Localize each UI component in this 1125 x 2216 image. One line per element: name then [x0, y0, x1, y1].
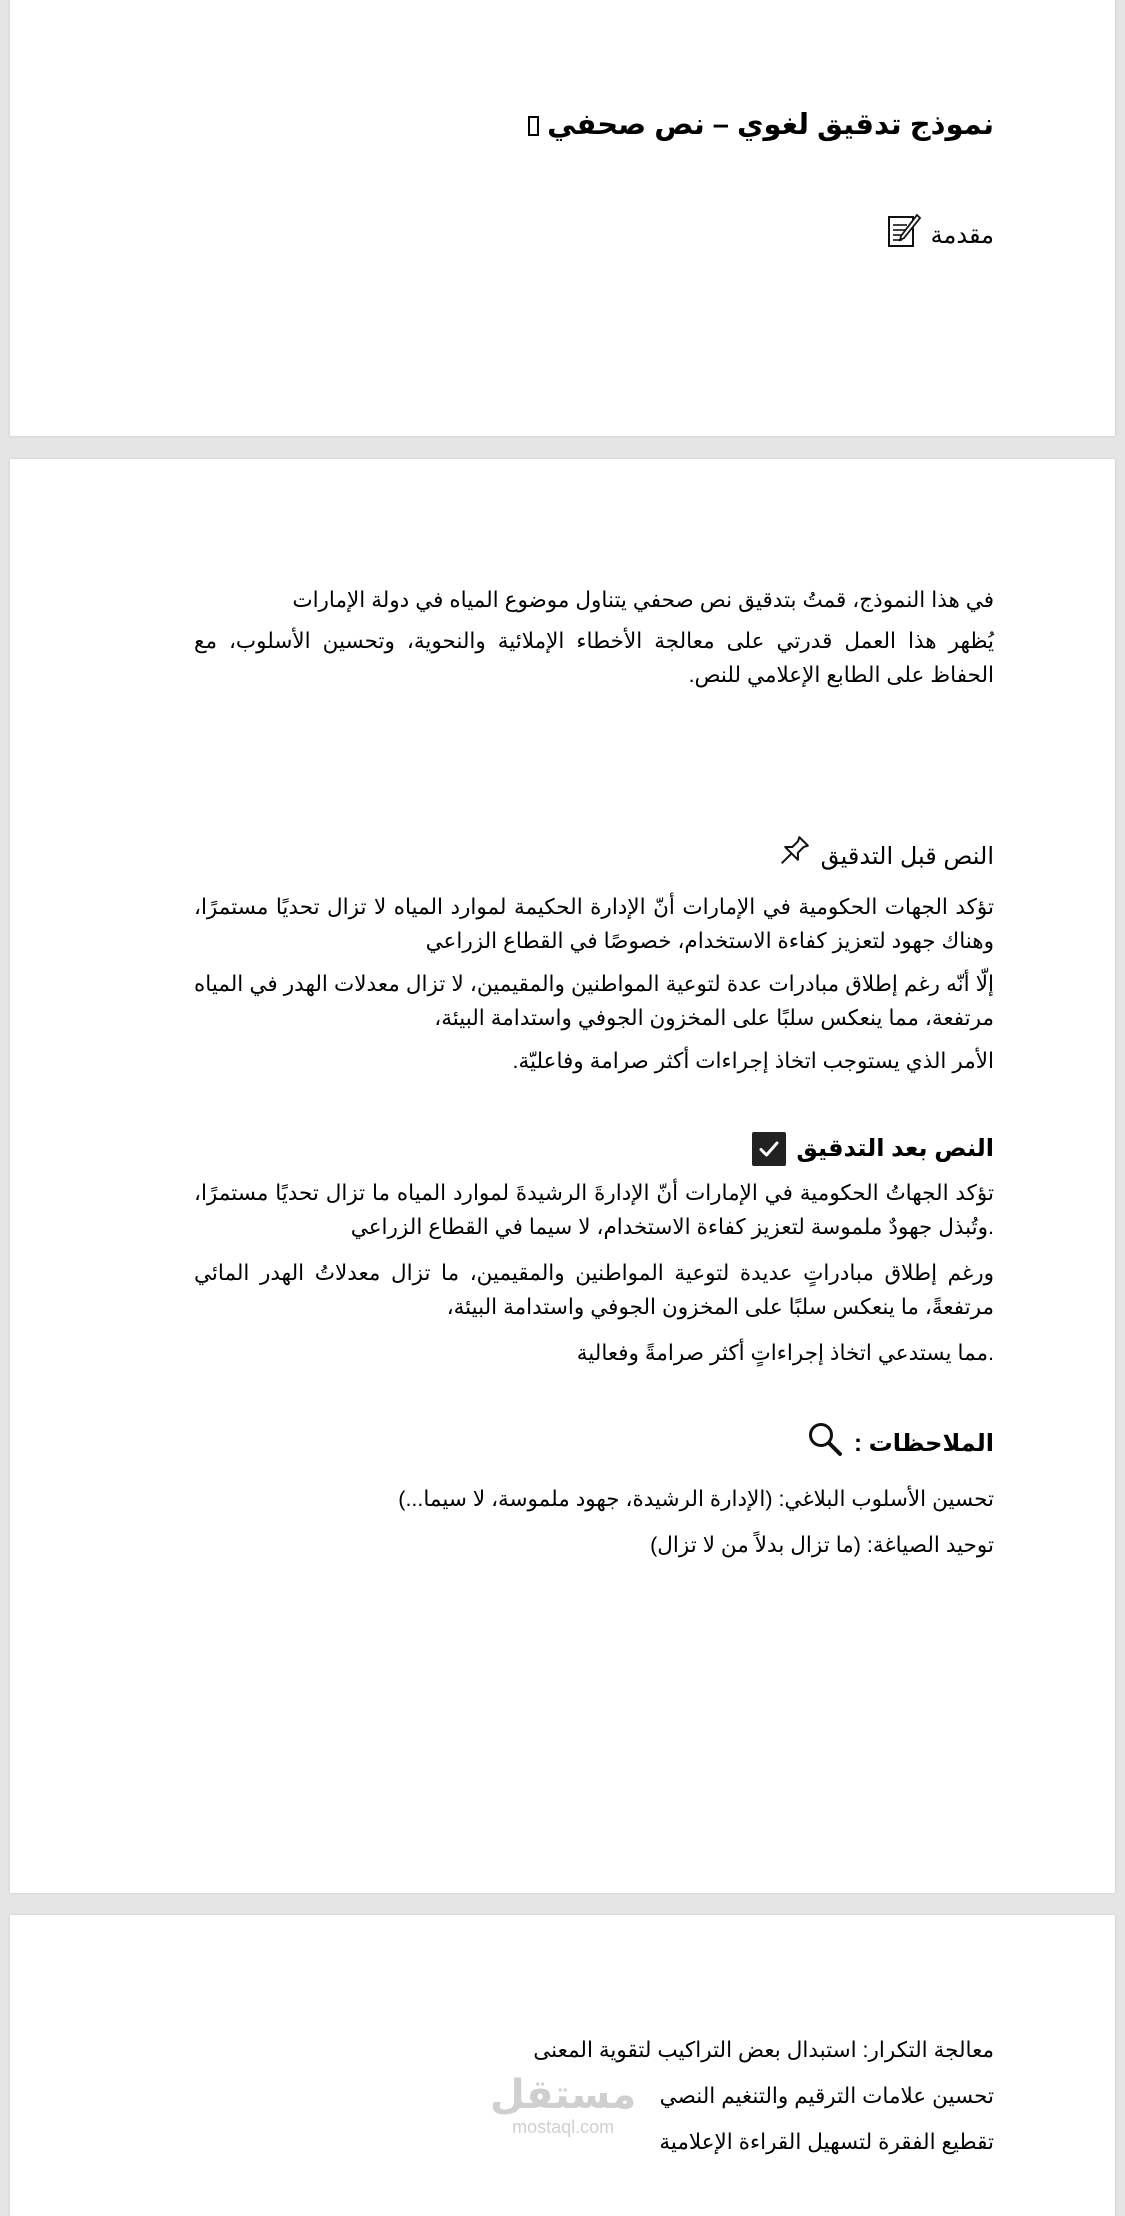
before-heading-text: النص قبل التدقيق — [820, 843, 994, 870]
after-heading-text: النص بعد التدقيق — [796, 1135, 994, 1162]
document-title — [194, 105, 994, 145]
pushpin-icon — [775, 834, 811, 880]
document-title-text: نموذج تدقيق لغوي – نص صحفي — [547, 109, 994, 141]
intro-section — [194, 583, 994, 692]
before-heading — [194, 834, 994, 880]
after-text — [194, 1176, 994, 1370]
note-item: توحيد الصياغة: (ما تزال بدلاً من لا تزال) — [650, 1533, 994, 1557]
magnifier-icon — [806, 1420, 844, 1468]
page-2-content — [194, 583, 994, 1562]
intro-heading — [194, 213, 994, 259]
after-heading — [194, 1132, 994, 1166]
check-box-icon — [752, 1132, 786, 1166]
intro-line: يُظهر هذا العمل قدرتي على معالجة الأخطاء الإملائية والنحوية، وتحسين الأسلوب، مع الحفاظ على الطابع الإعلامي للنص. — [194, 629, 994, 687]
document-page-1 — [10, 0, 1115, 436]
notes-list — [194, 1482, 994, 1562]
document-page-2 — [10, 459, 1115, 1893]
document-page-3 — [10, 1915, 1115, 2216]
notes-heading — [194, 1420, 994, 1468]
watermark-latin: mostaql.com — [512, 2117, 615, 2137]
note-item: تقطيع الفقرة لتسهيل القراءة الإعلامية — [659, 2130, 994, 2154]
missing-glyph-icon — [528, 116, 539, 136]
note-item: تحسين الأسلوب البلاغي: (الإدارة الرشيدة، جهود ملموسة، لا سيما...) — [398, 1487, 994, 1511]
after-paragraph: تؤكد الجهاتُ الحكومية في الإمارات أنّ الإدارةَ الرشيدةَ لموارد المياه ما تزال تحديًا مستمرًا، .وتُبذل جهودٌ ملموسة لتعزيز كفاءة الاستخدام، لا سيما في القطاع الزراعي — [194, 1181, 994, 1239]
note-item: تحسين علامات الترقيم والتنغيم النصي — [659, 2084, 994, 2108]
notes-heading-text: الملاحظات : — [853, 1430, 994, 1457]
watermark-arabic: مستقل — [490, 2073, 637, 2117]
note-item: معالجة التكرار: استبدال بعض التراكيب لتقوية المعنى — [533, 2038, 994, 2062]
memo-icon — [887, 213, 921, 259]
before-paragraph: الأمر الذي يستوجب اتخاذ إجراءات أكثر صرامة وفاعليّة. — [512, 1049, 994, 1073]
after-paragraph: ورغم إطلاق مبادراتٍ عديدة لتوعية المواطنين والمقيمين، ما تزال معدلاتُ الهدر المائي مرتفعةً، ما ينعكس سلبًا على المخزون الجوفي واستدامة البيئة، — [194, 1261, 994, 1319]
before-paragraph: إلّا أنّه رغم إطلاق مبادرات عدة لتوعية المواطنين والمقيمين، لا تزال معدلات الهدر في المياه مرتفعة، مما ينعكس سلبًا على المخزون الجوفي واستدامة البيئة، — [194, 972, 994, 1030]
page-3-content — [194, 2033, 994, 2159]
after-paragraph: .مما يستدعي اتخاذ إجراءاتٍ أكثر صرامةً وفعالية — [576, 1341, 994, 1365]
page-1-content — [194, 105, 994, 259]
before-text — [194, 890, 994, 1078]
intro-heading-text: مقدمة — [930, 222, 994, 249]
before-paragraph: تؤكد الجهات الحكومية في الإمارات أنّ الإدارة الحكيمة لموارد المياه لا تزال تحديًا مستمرًا، وهناك جهود لتعزيز كفاءة الاستخدام، خصوصًا في القطاع الزراعي — [194, 895, 994, 953]
intro-line: في هذا النموذج، قمتُ بتدقيق نص صحفي يتناول موضوع المياه في دولة الإمارات — [292, 588, 994, 612]
